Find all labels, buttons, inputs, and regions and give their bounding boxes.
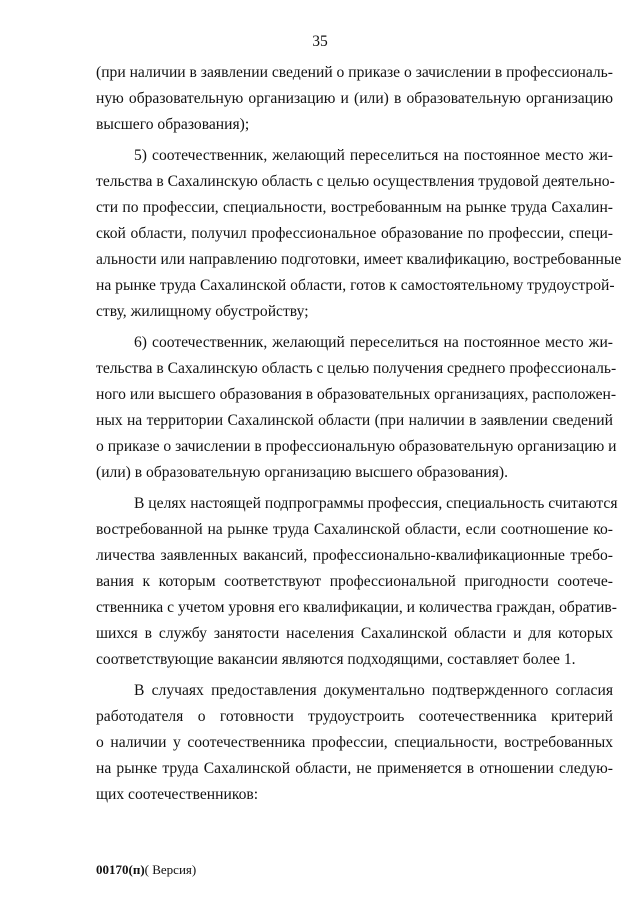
text-line: сти по профессии, специальности, востребованным на рынке труда Сахалин-	[96, 199, 613, 216]
text-line: ству, жилищному обустройству;	[96, 303, 309, 320]
text-line: ской области, получил профессиональное образование по профессии, специ-	[96, 225, 613, 242]
text-line: о наличии у соотечественника профессии, специальности, востребованных	[96, 734, 613, 751]
text-line: вания к которым соответствуют профессиональной пригодности соотече-	[96, 573, 613, 590]
text-line: тельства в Сахалинскую область с целью осуществления трудовой деятельно-	[96, 173, 615, 190]
text-line: на рынке труда Сахалинской области, не применяется в отношении следую-	[96, 760, 613, 777]
text-line: 5) соотечественник, желающий переселиться на постоянное место жи-	[134, 147, 613, 164]
text-line: В целях настоящей подпрограммы профессия, специальность считаются	[134, 495, 618, 512]
text-line: шихся в службу занятости населения Сахалинской области и для которых	[96, 625, 613, 642]
text-line: личества заявленных вакансий, профессионально-квалификационные требо-	[96, 547, 613, 564]
text-line: на рынке труда Сахалинской области, готов к самостоятельному трудоустрой-	[96, 277, 615, 294]
text-line: (при наличии в заявлении сведений о приказе о зачислении в профессиональ-	[96, 64, 613, 81]
document-version-label: ( Версия)	[144, 862, 197, 877]
text-line: (или) в образовательную организацию высшего образования).	[96, 464, 508, 481]
text-line: В случаях предоставления документально подтвержденного согласия	[134, 682, 613, 699]
text-line: соответствующие вакансии являются подходящими, составляет более 1.	[96, 651, 576, 668]
text-line: о приказе о зачислении в профессиональную образовательную организацию и	[96, 438, 617, 455]
document-footer	[96, 862, 196, 878]
text-line: востребованной на рынке труда Сахалинской области, если соотношение ко-	[96, 521, 613, 538]
text-line: ственника с учетом уровня его квалификации, и количества граждан, обратив-	[96, 599, 617, 616]
text-line: работодателя о готовности трудоустроить соотечественника критерий	[96, 708, 613, 725]
text-line: ную образовательную организацию и (или) в образовательную организацию	[96, 90, 613, 107]
text-line: щих соотечественников:	[96, 786, 259, 803]
text-line: ных на территории Сахалинской области (при наличии в заявлении сведений	[96, 412, 613, 429]
page-number: 35	[312, 33, 328, 50]
text-line: альности или направлению подготовки, имеет квалификацию, востребованные	[96, 251, 622, 268]
text-line: ного или высшего образования в образовательных организациях, расположен-	[96, 386, 617, 403]
text-line: высшего образования);	[96, 116, 250, 133]
text-line: тельства в Сахалинскую область с целью получения среднего профессиональ-	[96, 360, 617, 377]
document-code: 00170(п)	[96, 862, 145, 877]
text-line: 6) соотечественник, желающий переселиться на постоянное место жи-	[134, 334, 613, 351]
